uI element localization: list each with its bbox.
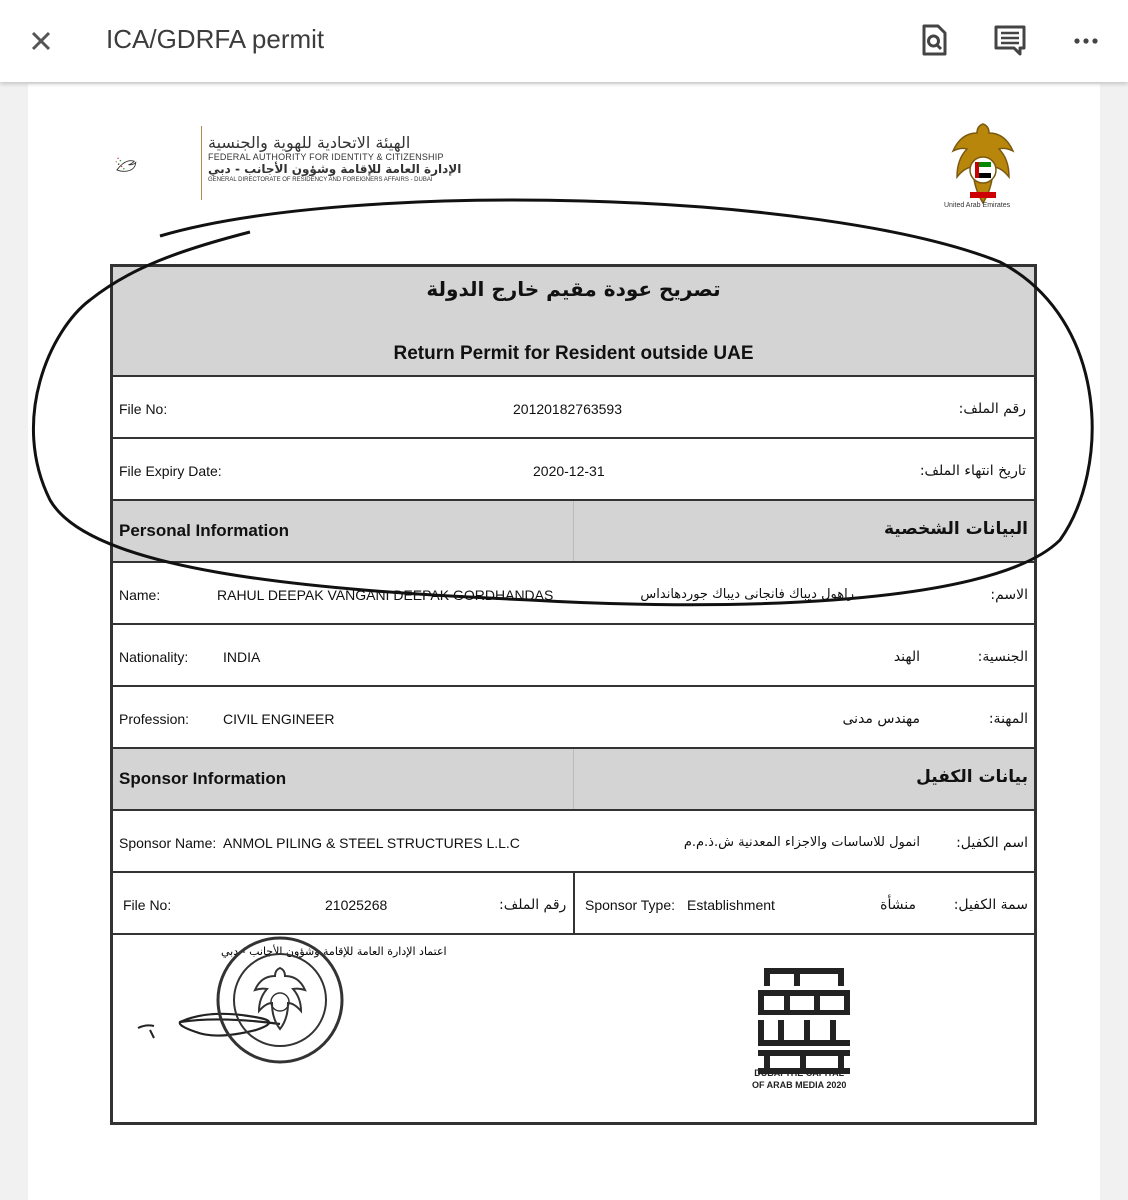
sponsor-file-row [113,873,1034,935]
more-vert-icon[interactable] [1068,22,1104,58]
authority-name-en: FEDERAL AUTHORITY FOR IDENTITY & CITIZENSHIP [208,152,444,163]
authority-name-ar: الهيئة الاتحادية للهوية والجنسية [208,133,411,152]
sponsor-type-label-ar: سمة الكفيل: [953,897,1028,913]
profession-label: Profession: [119,711,190,727]
sponsor-heading-en: Sponsor Information [119,769,287,788]
uae-emblem-icon [948,118,1018,214]
authority-logo-text [208,134,468,183]
expiry-row [113,439,1034,501]
personal-heading-ar: البيانات الشخصية [883,519,1028,539]
sponsor-type-value-en: Establishment [687,897,775,913]
expiry-value: 2020-12-31 [533,463,605,479]
nationality-value-en: INDIA [223,649,261,665]
app-bar [0,0,1128,82]
document-page [28,84,1100,1200]
sponsor-heading-ar: بيانات الكفيل [916,767,1028,787]
permit-title-row [113,267,1034,377]
media-caption-line-2: OF ARAB MEDIA 2020 [752,1079,847,1090]
approval-text-ar: اعتماد الإدارة العامة للإقامة وشؤون الأجانب - دبي [221,945,447,958]
file-no-label: File No: [119,401,168,417]
permit-title-ar: تصريح عودة مقيم خارج الدولة [426,277,721,301]
gdrfa-name-en: GENERAL DIRECTORATE OF RESIDENCY AND FOREIGNERS AFFAIRS - DUBAI [208,176,433,183]
permit-title-en: Return Permit for Resident outside UAE [393,343,754,364]
column-divider [573,873,575,933]
sponsor-file-no-label: File No: [123,897,172,913]
falcon-logo-icon [114,122,204,208]
sponsor-name-value-en: ANMOL PILING & STEEL STRUCTURES L.L.C [223,835,520,851]
nationality-value-ar: الهند [893,649,920,665]
sponsor-name-label-ar: اسم الكفيل: [956,835,1028,851]
sponsor-file-no-label-ar: رقم الملف: [499,897,567,913]
personal-heading-row [113,501,1034,563]
comment-icon[interactable] [992,22,1028,58]
find-in-page-icon[interactable] [916,22,952,58]
name-value-ar: راهول ديباك فانجانى ديباك جوردهانداس [640,587,854,602]
name-value-en: RAHUL DEEPAK VANGANI DEEPAK GORDHANDAS [217,587,554,603]
logo-divider [201,126,202,200]
nationality-row [113,625,1034,687]
personal-heading-en: Personal Information [119,521,290,540]
file-no-row [113,377,1034,439]
sponsor-type-label: Sponsor Type: [585,897,676,913]
heading-divider [573,749,574,809]
profession-label-ar: المهنة: [988,711,1028,727]
name-row [113,563,1034,625]
name-label: Name: [119,587,161,603]
gdrfa-name-ar: الإدارة العامة للإقامة وشؤون الأجانب - دبي [208,161,462,176]
nationality-label-ar: الجنسية: [977,649,1028,665]
profession-row [113,687,1034,749]
uae-caption: United Arab Emirates [944,202,1011,209]
file-no-label-ar: رقم الملف: [958,401,1026,417]
media-caption-line-1: DUBAI THE CAPITAL [754,1068,845,1078]
nationality-label: Nationality: [119,649,189,665]
sponsor-type-value-ar: منشأة [880,897,916,913]
sponsor-heading-row [113,749,1034,811]
sponsor-name-row [113,811,1034,873]
official-seal-icon [212,932,348,1068]
expiry-label-ar: تاريخ انتهاء الملف: [919,463,1026,479]
sponsor-name-value-ar: انمول للاساسات والاجزاء المعدنية ش.ذ.م.م [683,835,920,850]
profession-value-en: CIVIL ENGINEER [223,711,335,727]
media-capital-caption [752,1068,846,1091]
sponsor-name-label: Sponsor Name: [119,835,217,851]
sponsor-file-no-value: 21025268 [325,897,388,913]
close-icon[interactable] [24,24,58,58]
profession-value-ar: مهندس مدنى [842,711,920,727]
file-no-value: 20120182763593 [513,401,623,417]
name-label-ar: الاسم: [990,587,1028,603]
expiry-label: File Expiry Date: [119,463,222,479]
document-title: ICA/GDRFA permit [106,24,325,54]
heading-divider [573,501,574,561]
